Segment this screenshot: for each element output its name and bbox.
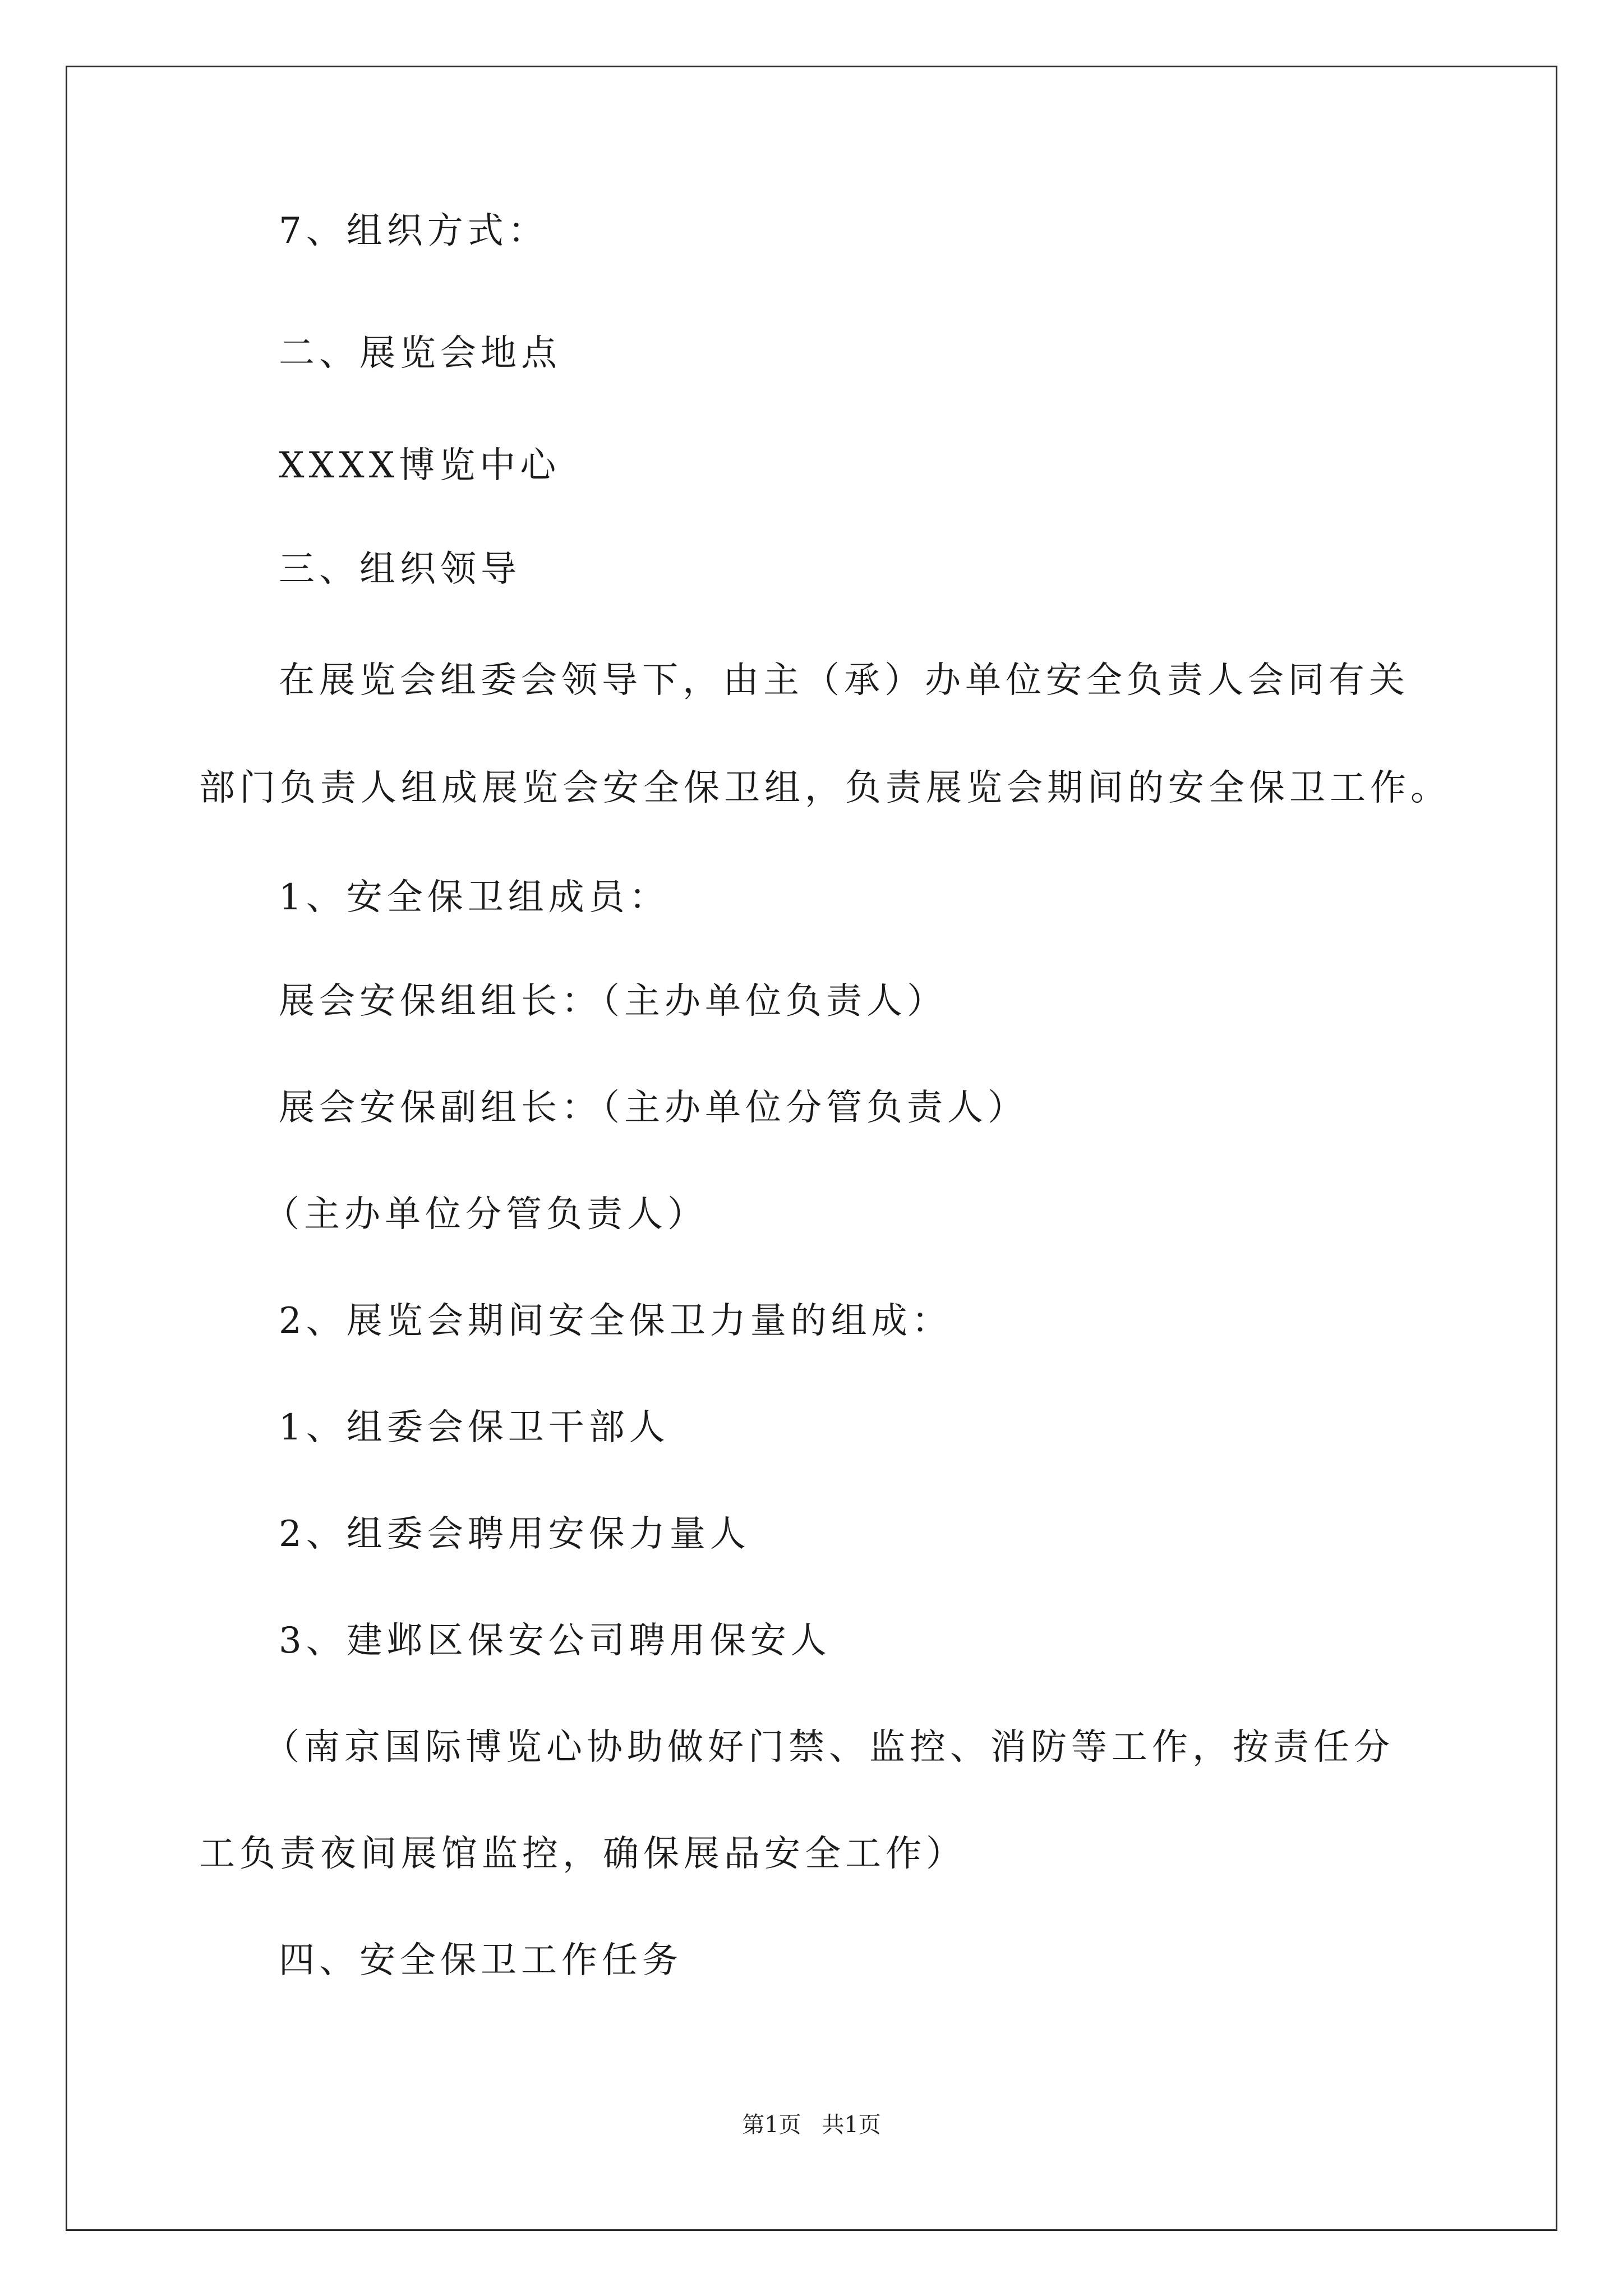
- paragraph-expo-center-line-2: 工负责夜间展馆监控，确保展品安全工作）: [199, 1833, 966, 1875]
- page-footer: [0, 2109, 1623, 2141]
- security-deputy-leader: 展会安保副组长：（主办单位分管负责人）: [279, 1087, 1028, 1129]
- heading-venue: 二、展览会地点: [279, 333, 561, 374]
- page-number-total: 共1页: [822, 2112, 881, 2138]
- page-number-current: 第1页: [742, 2112, 801, 2138]
- security-team-leader: 展会安保组组长：（主办单位负责人）: [279, 981, 947, 1022]
- venue-name: XXXX博览中心: [279, 445, 561, 486]
- security-force-item-3: 3、建邺区保安公司聘用保安人: [279, 1620, 831, 1662]
- heading-security-force: 2、展览会期间安全保卫力量的组成：: [279, 1300, 952, 1342]
- paragraph-leadership-line-2: 部门负责人组成展览会安全保卫组，负责展览会期间的安全保卫工作。: [199, 767, 1451, 809]
- page-border: [66, 66, 1557, 2231]
- paragraph-leadership-line-1: 在展览会组委会领导下，由主（承）办单位安全负责人会同有关: [279, 660, 1409, 701]
- heading-security-members: 1、安全保卫组成员：: [279, 877, 670, 918]
- heading-leadership: 三、组织领导: [279, 549, 521, 590]
- paragraph-expo-center-line-1: （南京国际博览心协助做好门禁、监控、消防等工作，按责任分: [264, 1727, 1394, 1768]
- security-force-item-2: 2、组委会聘用安保力量人: [279, 1513, 750, 1555]
- security-deputy-leader-2: （主办单位分管负责人）: [264, 1194, 708, 1235]
- heading-security-tasks: 四、安全保卫工作任务: [279, 1940, 683, 1981]
- security-force-item-1: 1、组委会保卫干部人: [279, 1407, 670, 1448]
- heading-organization-method: 7、组织方式：: [279, 210, 548, 252]
